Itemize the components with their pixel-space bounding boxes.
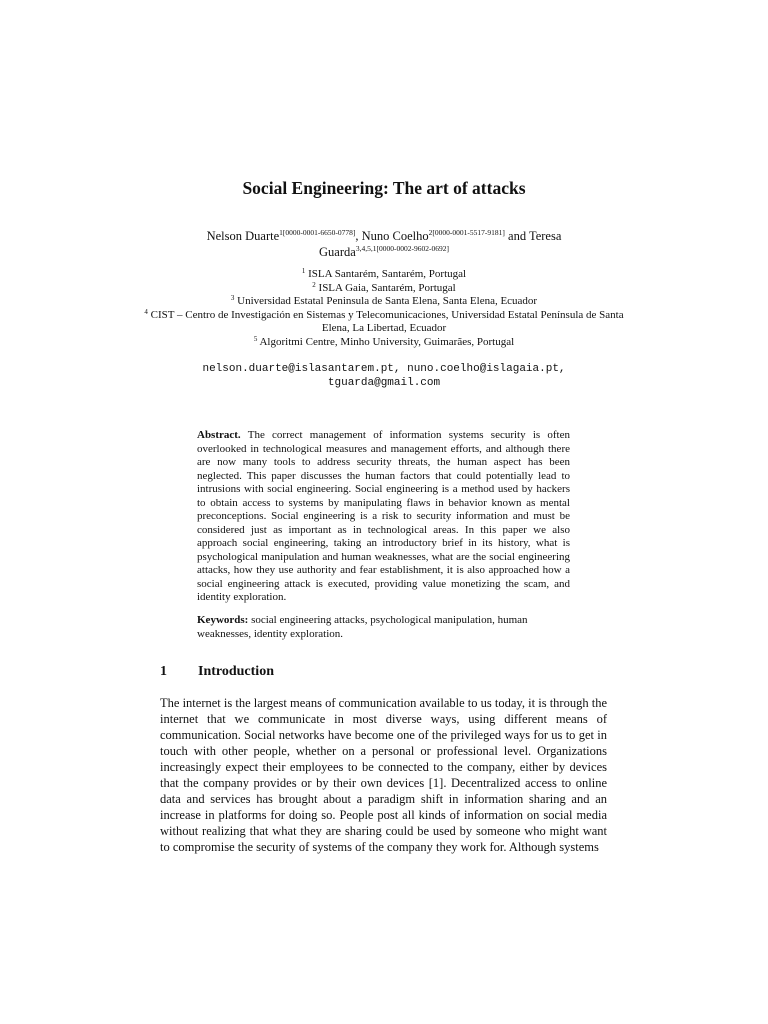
body-paragraph: The internet is the largest means of communication available to us today, it is through the internet that we communicate in most diverse ways, using different means of communication. Social networks have become one of the privileged ways for us to get in touch with other people, whether on a personal or professional level. Organizations increasingly expect their employees to be connected to the company, either by devices that the company provides or by their own devices [1]. Decentralized access to online data and services has brought about a paradigm shift in information sharing and an increase in platforms for doing so. People post all kinds of information on social media without realizing that what they are sharing could be used by someone who might want to compromise the security of systems of the company they work for. Although systems	[160, 696, 607, 854]
author-name: Nelson Duarte	[206, 229, 280, 243]
email-line[interactable]: nelson.duarte@islasantarem.pt, nuno.coelho@islagaia.pt,	[202, 363, 566, 375]
abstract-label: Abstract.	[197, 429, 241, 441]
section-title: Introduction	[198, 664, 274, 679]
keywords-label: Keywords:	[197, 614, 249, 626]
abstract-text: The correct management of information systems security is often overlooked in technological measures and management efforts, and although there are now many tools to address security threats, the human aspect has been neglected. This paper discusses the human factors that could potentially lead to intrusions with social engineering. Social engineering is a method used by hackers to obtain access to systems by manipulating flaws in behavior known as mental preconceptions. Social engineering is a risk to security information and must be considered just as important as in technological areas. In this paper we also approach social engineering, taking an introductory brief in its history, what is psychological manipulation and human weaknesses, what are the social engineering attacks, how they use authority and fear establishment, it is also approached how a social engineering attack is executed, providing value monetizing the scam, and identity exploration.	[197, 429, 570, 603]
affiliation-text: CIST – Centro de Investigación en Sistemas y Telecomunicaciones, Universidad Estatal Península de Santa Elena, La Libertad, Ecuador	[150, 308, 624, 335]
section-number: 1	[160, 664, 167, 679]
affiliation-text: Algoritmi Centre, Minho University, Guimarães, Portugal	[259, 335, 515, 348]
abstract	[197, 429, 570, 605]
affiliation-list	[130, 268, 638, 350]
affiliation-number: 2	[312, 280, 316, 289]
email-line[interactable]: tguarda@gmail.com	[327, 377, 441, 389]
affiliation-text: ISLA Santarém, Santarém, Portugal	[308, 268, 467, 280]
affiliation	[130, 309, 638, 336]
author-name: Nuno Coelho	[361, 229, 429, 243]
affiliation	[130, 268, 638, 282]
affiliation-text: Universidad Estatal Peninsula de Santa Elena, Santa Elena, Ecuador	[237, 295, 538, 308]
affiliation	[130, 282, 638, 296]
affiliation-number: 4	[144, 307, 148, 316]
affiliation	[130, 295, 638, 309]
affiliation-number: 5	[253, 334, 258, 343]
affiliation-text: ISLA Gaia, Santarém, Portugal	[318, 281, 456, 294]
affiliation-number: 3	[230, 294, 235, 303]
keywords	[197, 614, 570, 641]
author-orcid: 2[0000-0001-5517-9181]	[428, 228, 505, 237]
author-orcid: 1[0000-0001-6650-0778]	[279, 228, 356, 237]
affiliation-number: 1	[301, 267, 306, 275]
author-separator: ,	[355, 229, 362, 243]
author-name: Guarda	[319, 245, 356, 259]
email-list	[150, 362, 618, 390]
paper-title: Social Engineering: The art of attacks	[242, 178, 526, 198]
keywords-text: social engineering attacks, psychological manipulation, human weaknesses, identity exploration.	[197, 614, 528, 640]
affiliation	[130, 336, 638, 350]
author-separator: and Teresa	[504, 229, 562, 243]
author-orcid: 3,4,5,1[0000-0002-9602-0692]	[355, 244, 449, 253]
author-list	[150, 228, 618, 260]
section-heading	[160, 664, 274, 680]
